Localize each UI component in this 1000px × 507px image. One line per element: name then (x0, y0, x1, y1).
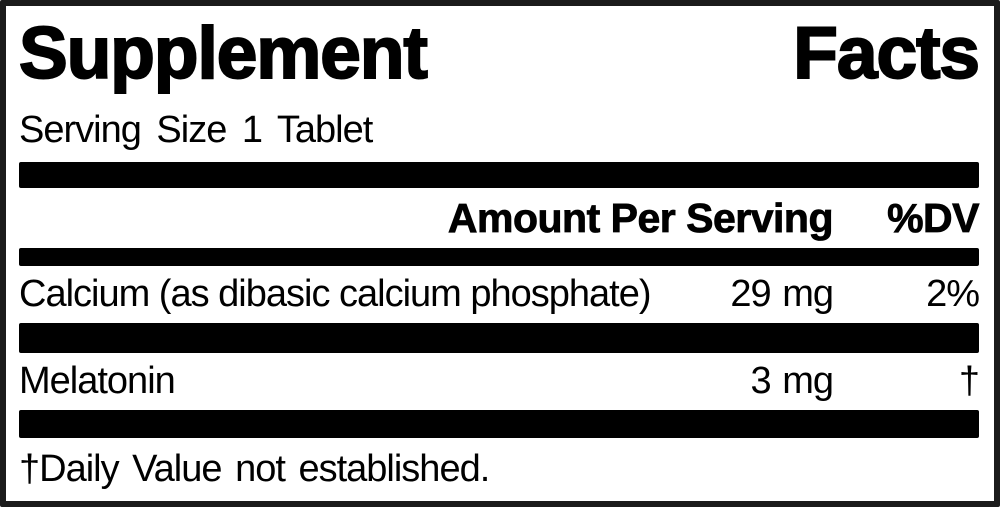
column-header-row (19, 188, 979, 248)
divider-bar-heavy-bottom (19, 410, 979, 438)
ingredient-dv: † (958, 360, 979, 402)
ingredient-amount: 29 mg (730, 273, 833, 315)
ingredient-name: Calcium (as dibasic calcium phosphate) (19, 273, 651, 315)
ingredient-row-melatonin (19, 353, 979, 410)
serving-size-text: Serving Size 1 Tablet (19, 108, 373, 151)
ingredient-name: Melatonin (19, 360, 175, 402)
divider-bar-medium (19, 248, 979, 266)
ingredient-row-calcium (19, 266, 979, 323)
ingredient-dv: 2% (926, 273, 979, 315)
percent-dv-header: %DV (887, 194, 979, 241)
daily-value-footnote: †Daily Value not established. (19, 448, 490, 490)
ingredient-amount: 3 mg (750, 360, 833, 402)
amount-per-serving-header: Amount Per Serving (447, 194, 833, 241)
divider-bar-heavy-top (19, 162, 979, 188)
label-title: Supplement Facts (19, 13, 979, 94)
divider-bar-heavy-middle (19, 323, 979, 353)
